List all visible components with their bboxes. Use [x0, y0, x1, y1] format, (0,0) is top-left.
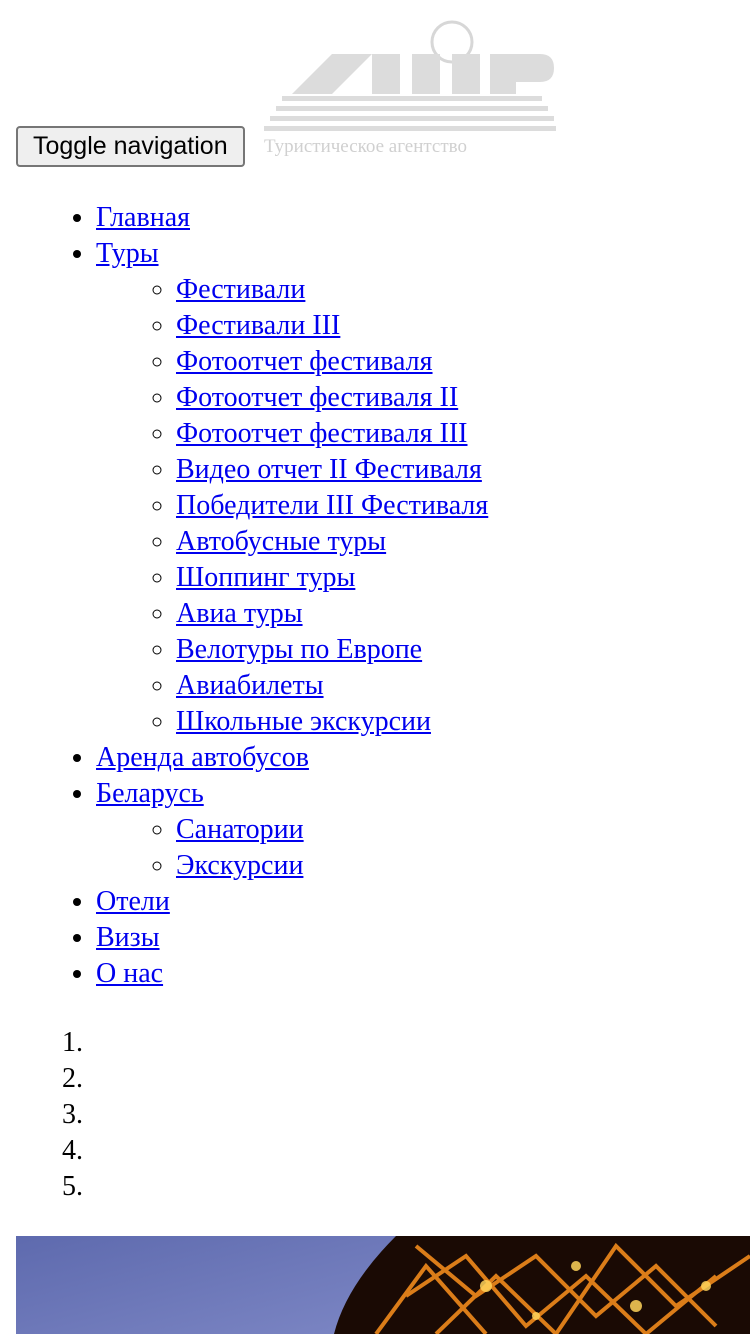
site-header [0, 0, 750, 190]
nav-item-3-link[interactable]: Беларусь [96, 778, 204, 809]
logo-caption: Туристическое агентство [264, 136, 467, 157]
nav-subitem-1-8 [176, 560, 488, 596]
nav-item-6-link[interactable]: О нас [96, 958, 164, 989]
nav-subitem-1-0-link[interactable]: Фестивали [176, 274, 306, 305]
nav-item-4-link[interactable]: Отели [96, 886, 170, 917]
nav-item-2 [96, 740, 488, 776]
nav-subitem-1-2-link[interactable]: Фотоотчет фестиваля [176, 346, 433, 377]
nav-item-2-link[interactable]: Аренда автобусов [96, 742, 309, 773]
nav-item-0 [96, 200, 488, 236]
nav-subitem-1-1-link[interactable]: Фестивали III [176, 310, 341, 341]
nav-subitem-1-10-link[interactable]: Велотуры по Европе [176, 634, 423, 665]
nav-item-1-link[interactable]: Туры [96, 238, 159, 269]
nav-item-5 [96, 920, 488, 956]
nav-subitem-3-0-link[interactable]: Санатории [176, 814, 304, 845]
nav-subitem-1-6-link[interactable]: Победители III Фестиваля [176, 490, 489, 521]
carousel-indicators [0, 1025, 90, 1205]
nav-subitem-1-10 [176, 632, 488, 668]
nav-subitem-1-9 [176, 596, 488, 632]
nav-subitem-1-12 [176, 704, 488, 740]
nav-item-1-submenu [96, 272, 488, 740]
nav-item-3 [96, 776, 488, 884]
carousel-banner-image[interactable] [16, 1236, 750, 1334]
toggle-navigation-button[interactable]: Toggle navigation [16, 126, 245, 167]
nav-subitem-1-4 [176, 416, 488, 452]
nav-item-5-link[interactable]: Визы [96, 922, 160, 953]
nav-subitem-3-0 [176, 812, 488, 848]
nav-subitem-1-12-link[interactable]: Школьные экскурсии [176, 706, 431, 737]
nav-subitem-1-11-link[interactable]: Авиабилеты [176, 670, 324, 701]
nav-subitem-1-0 [176, 272, 488, 308]
nav-subitem-3-1 [176, 848, 488, 884]
nav-item-6 [96, 956, 488, 992]
nav-subitem-1-1 [176, 308, 488, 344]
nav-subitem-3-1-link[interactable]: Экскурсии [176, 850, 304, 881]
nav-subitem-1-5 [176, 452, 488, 488]
nav-subitem-1-5-link[interactable]: Видео отчет II Фестиваля [176, 454, 482, 485]
nav-subitem-1-3 [176, 380, 488, 416]
nav-subitem-1-7-link[interactable]: Автобусные туры [176, 526, 387, 557]
nav-item-1 [96, 236, 488, 740]
nav-subitem-1-11 [176, 668, 488, 704]
nav-item-3-submenu [96, 812, 488, 884]
agency-logo[interactable] [262, 14, 562, 160]
nav-subitem-1-4-link[interactable]: Фотоотчет фестиваля III [176, 418, 468, 449]
nav-subitem-1-6 [176, 488, 488, 524]
nav-subitem-1-3-link[interactable]: Фотоотчет фестиваля II [176, 382, 459, 413]
nav-subitem-1-7 [176, 524, 488, 560]
nav-subitem-1-2 [176, 344, 488, 380]
main-navigation [0, 200, 488, 992]
nav-item-0-link[interactable]: Главная [96, 202, 190, 233]
nav-subitem-1-8-link[interactable]: Шоппинг туры [176, 562, 356, 593]
banner-graphic [16, 1236, 750, 1334]
nav-item-4 [96, 884, 488, 920]
nav-subitem-1-9-link[interactable]: Авиа туры [176, 598, 303, 629]
